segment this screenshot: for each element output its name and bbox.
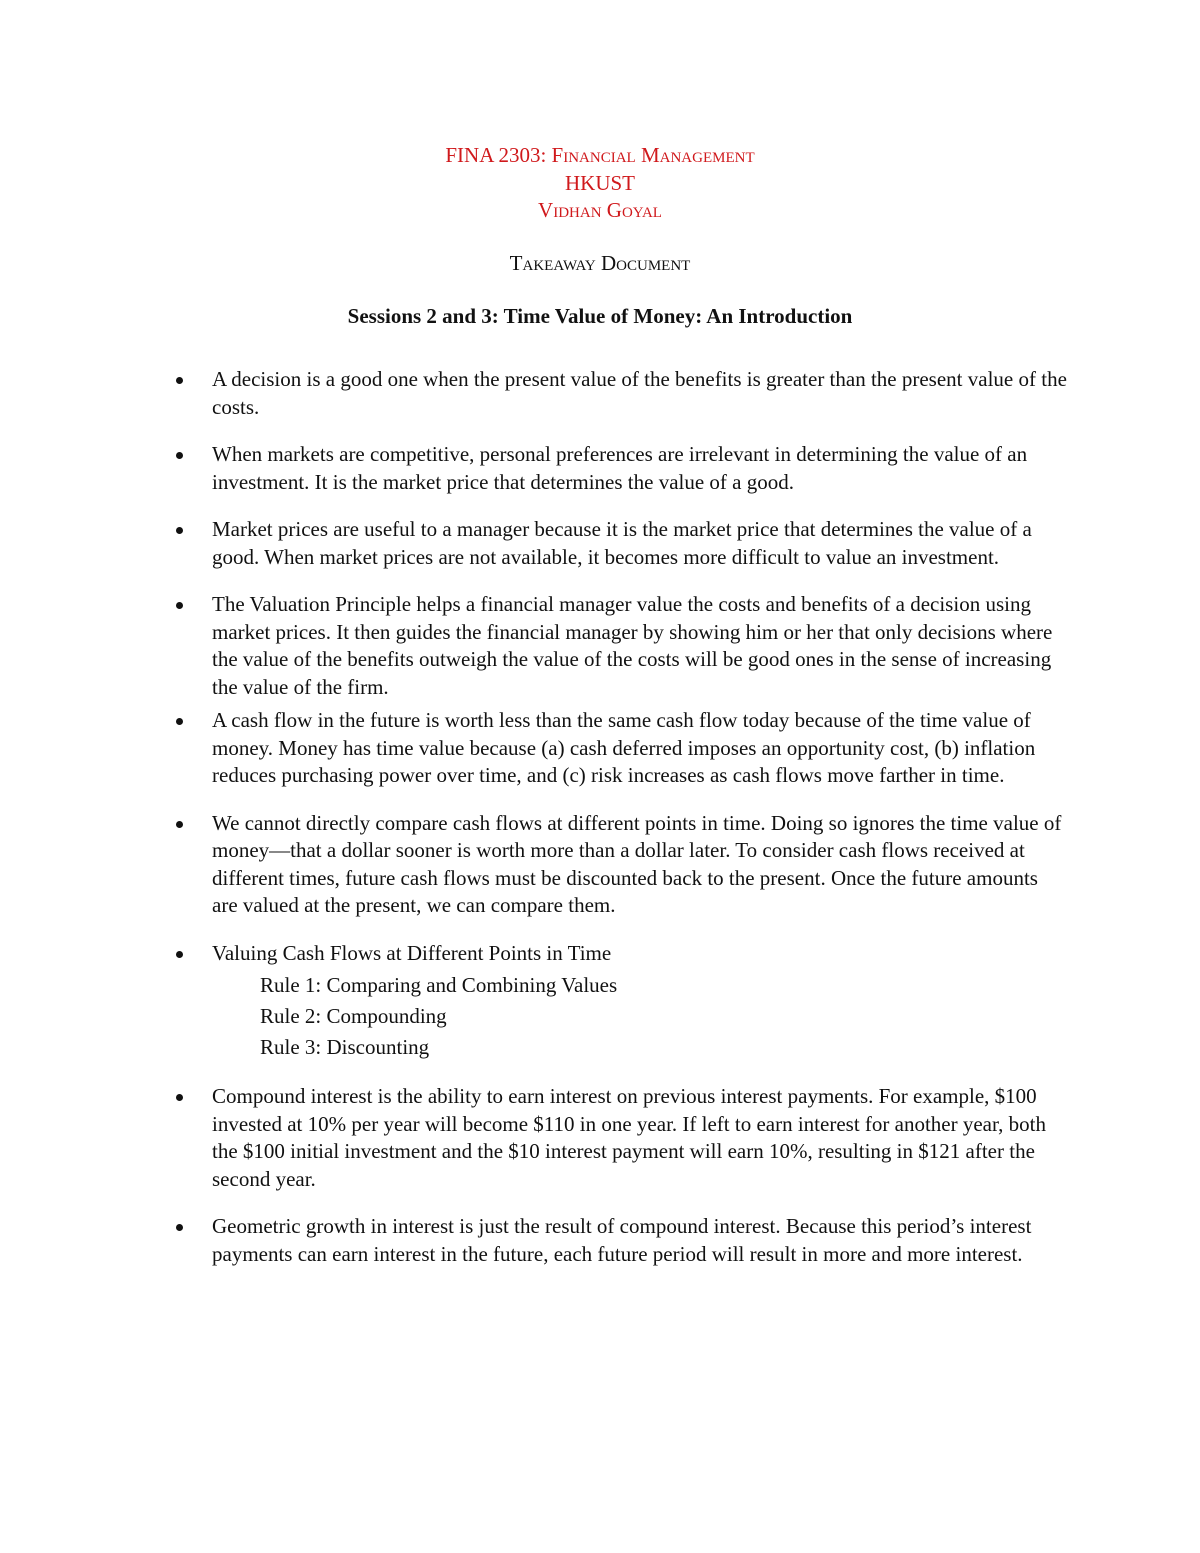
bullet-icon [176,718,183,725]
bullet-icon [176,951,183,958]
list-item [0,591,1068,701]
list-item-text: Market prices are useful to a manager because it is the market price that determines the value of a good. When market prices are not available, it becomes more difficult to value an investment. [212,517,1032,569]
list-item [0,940,1068,1064]
document-header [0,142,1200,225]
bullet-icon [176,452,183,459]
takeaway-list [0,366,1200,1288]
list-item [0,516,1068,571]
bullet-icon [176,527,183,534]
school-name: HKUST [564,170,635,195]
list-item-text: Valuing Cash Flows at Different Points in Time [212,940,612,965]
list-item [0,1213,1068,1268]
list-item [0,441,1068,496]
list-item [0,1083,1068,1193]
list-item [0,366,1068,421]
list-item-text: The Valuation Principle helps a financial manager value the costs and benefits of a decision using market prices. It then guides the financial manager by showing him or her that only decisions where the value of the benefits outweigh the value of the costs will be good ones in the sense of increasing the value of the firm. [212,592,1053,699]
list-item-text: Compound interest is the ability to earn interest on previous interest payments. For example, $100 invested at 10% per year will become $110 in one year. If left to earn interest for another year, both the $100 initial investment and the $10 interest payment will earn 10%, resulting in $121 after the second year. [212,1084,1046,1191]
rule-item: Rule 1: Comparing and Combining Values [260,973,618,997]
course-title: FINA 2303: Financial Management [445,143,755,167]
rule-item: Rule 2: Compounding [260,1004,447,1028]
list-item-text: Geometric growth in interest is just the result of compound interest. Because this period’s interest payments can earn interest in the future, each future period will result in more and more interest. [212,1214,1032,1266]
bullet-icon [176,602,183,609]
rules-list [212,970,1068,1063]
session-title: Sessions 2 and 3: Time Value of Money: An Introduction [347,304,853,328]
list-item-text: When markets are competitive, personal preferences are irrelevant in determining the value of an investment. It is the market price that determines the value of a good. [212,442,1028,494]
list-item-text: A decision is a good one when the present value of the benefits is greater than the present value of the costs. [212,367,1067,419]
list-item [0,707,1068,790]
bullet-icon [176,377,183,384]
rule-item: Rule 3: Discounting [260,1035,430,1059]
list-item-text: We cannot directly compare cash flows at different points in time. Doing so ignores the time value of money—that a dollar sooner is worth more than a dollar later. To consider cash flows received at different times, future cash flows must be discounted back to the present. Once the future amounts are valued at the present, we can compare them. [212,810,1062,917]
list-item-text: A cash flow in the future is worth less than the same cash flow today because of the time value of money. Money has time value because (a) cash deferred imposes an opportunity cost, (b) inflation reduces purchasing power over time, and (c) risk increases as cash flows move farther in time. [212,708,1036,787]
bullet-icon [176,1224,183,1231]
document-type: Takeaway Document [509,251,691,275]
list-item [0,810,1068,920]
instructor-name: Vidhan Goyal [538,198,662,222]
bullet-icon [176,1094,183,1101]
bullet-icon [176,821,183,828]
